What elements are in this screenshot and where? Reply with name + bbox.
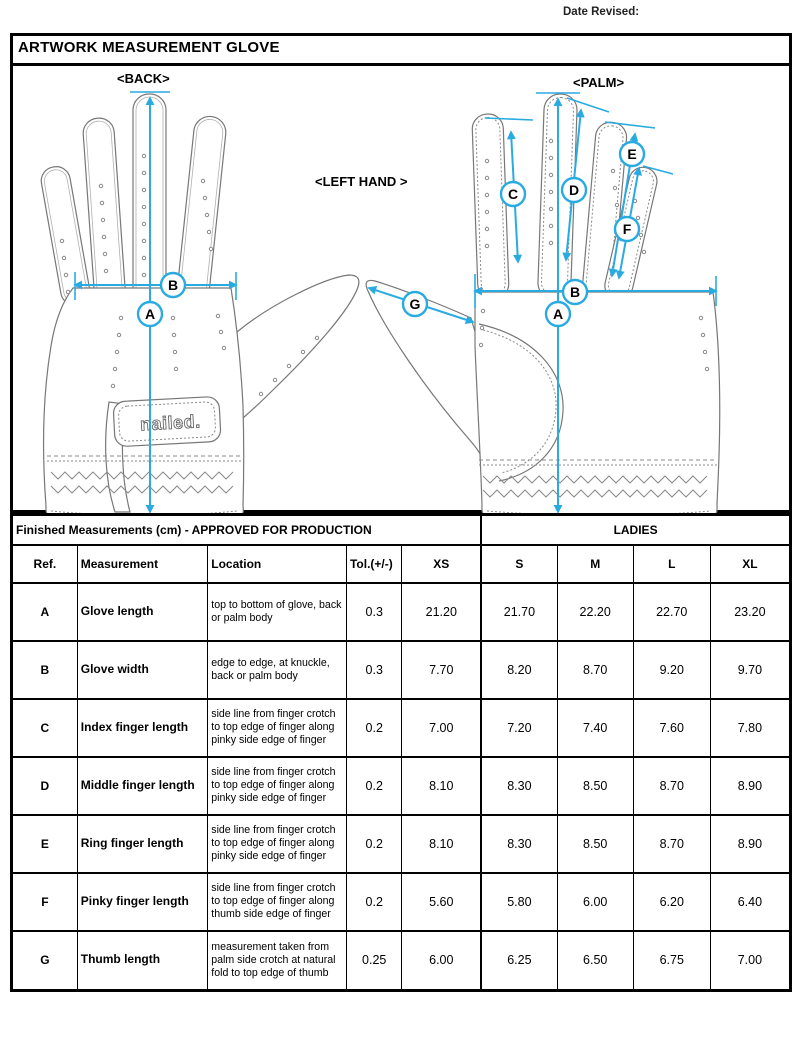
size-l-cell: 9.20	[633, 641, 710, 699]
artwork-frame	[10, 33, 792, 513]
size-xs-cell: 8.10	[402, 757, 481, 815]
size-xl-cell: 8.90	[710, 757, 790, 815]
col-header-xs: XS	[402, 545, 481, 583]
size-xl-cell: 8.90	[710, 815, 790, 873]
location-cell: side line from finger crotch to top edge of finger along pinky side edge of finger	[208, 757, 347, 815]
size-xs-cell: 8.10	[402, 815, 481, 873]
back-glove-drawing	[39, 94, 359, 513]
size-l-cell: 8.70	[633, 757, 710, 815]
measurement-cell: Middle finger length	[77, 757, 208, 815]
group-header-ladies: LADIES	[481, 515, 790, 545]
marker-f-palm	[615, 217, 639, 241]
svg-text:D: D	[568, 182, 580, 198]
table-row	[12, 931, 791, 991]
location-cell: side line from finger crotch to top edge of finger along pinky side edge of finger	[208, 699, 347, 757]
page-title: ARTWORK MEASUREMENT GLOVE	[13, 36, 789, 66]
svg-text:F: F	[622, 221, 632, 237]
size-m-cell: 22.20	[557, 583, 633, 641]
left-hand-label: <LEFT HAND >	[315, 174, 408, 189]
table-row	[12, 873, 791, 931]
measurement-cell: Thumb length	[77, 931, 208, 991]
back-view-label: <BACK>	[117, 71, 170, 86]
location-cell: side line from finger crotch to top edge of finger along thumb side edge of finger	[208, 873, 347, 931]
tol-cell: 0.3	[346, 641, 401, 699]
ref-cell: E	[12, 815, 78, 873]
measurement-cell: Ring finger length	[77, 815, 208, 873]
size-l-cell: 6.75	[633, 931, 710, 991]
svg-text:C: C	[507, 186, 519, 202]
location-cell: top to bottom of glove, back or palm body	[208, 583, 347, 641]
column-header-row	[12, 545, 791, 583]
col-header-tol: Tol.(+/-)	[346, 545, 401, 583]
ref-cell: F	[12, 873, 78, 931]
marker-d-palm	[562, 178, 586, 202]
section-header-row	[12, 515, 791, 545]
ref-cell: A	[12, 583, 78, 641]
svg-text:A: A	[144, 306, 156, 322]
svg-text:A: A	[552, 306, 564, 322]
col-header-xl: XL	[710, 545, 790, 583]
size-xs-cell: 21.20	[402, 583, 481, 641]
location-cell: measurement taken from palm side crotch at natural fold to top edge of thumb	[208, 931, 347, 991]
size-m-cell: 8.50	[557, 815, 633, 873]
tol-cell: 0.2	[346, 873, 401, 931]
location-cell: edge to edge, at knuckle, back or palm body	[208, 641, 347, 699]
size-m-cell: 8.50	[557, 757, 633, 815]
tol-cell: 0.2	[346, 815, 401, 873]
svg-text:B: B	[569, 284, 581, 300]
tol-cell: 0.25	[346, 931, 401, 991]
table-row	[12, 641, 791, 699]
size-m-cell: 6.00	[557, 873, 633, 931]
size-xs-cell: 7.70	[402, 641, 481, 699]
measurement-cell: Glove width	[77, 641, 208, 699]
svg-text:E: E	[627, 146, 637, 162]
measurement-cell: Glove length	[77, 583, 208, 641]
size-s-cell: 8.30	[481, 815, 557, 873]
marker-e-palm	[620, 142, 644, 166]
spec-table	[10, 513, 792, 992]
size-l-cell: 6.20	[633, 873, 710, 931]
date-revised-label: Date Revised:	[563, 6, 640, 18]
size-s-cell: 8.20	[481, 641, 557, 699]
svg-text:B: B	[167, 277, 179, 293]
size-xl-cell: 23.20	[710, 583, 790, 641]
glove-diagram	[13, 66, 789, 513]
table-row	[12, 583, 791, 641]
size-l-cell: 22.70	[633, 583, 710, 641]
col-header-measurement: Measurement	[77, 545, 208, 583]
brand-logo: nailed.	[139, 411, 202, 435]
marker-a-palm	[546, 302, 570, 326]
size-xl-cell: 6.40	[710, 873, 790, 931]
marker-b-palm	[563, 280, 587, 304]
table-row	[12, 699, 791, 757]
section-header: Finished Measurements (cm) - APPROVED FOR PRODUCTION	[12, 515, 482, 545]
table-row	[12, 757, 791, 815]
svg-text:G: G	[409, 296, 421, 312]
marker-c-palm	[501, 182, 525, 206]
size-s-cell: 8.30	[481, 757, 557, 815]
tol-cell: 0.2	[346, 699, 401, 757]
measurement-cell: Index finger length	[77, 699, 208, 757]
location-cell: side line from finger crotch to top edge of finger along pinky side edge of finger	[208, 815, 347, 873]
size-m-cell: 8.70	[557, 641, 633, 699]
size-s-cell: 7.20	[481, 699, 557, 757]
ref-cell: G	[12, 931, 78, 991]
tol-cell: 0.3	[346, 583, 401, 641]
size-l-cell: 8.70	[633, 815, 710, 873]
size-s-cell: 21.70	[481, 583, 557, 641]
palm-view-label: <PALM>	[573, 75, 625, 90]
col-header-l: L	[633, 545, 710, 583]
size-s-cell: 5.80	[481, 873, 557, 931]
size-l-cell: 7.60	[633, 699, 710, 757]
glove-diagram-svg	[13, 66, 789, 513]
size-m-cell: 6.50	[557, 931, 633, 991]
brand-strap	[113, 396, 221, 446]
col-header-ref: Ref.	[12, 545, 78, 583]
size-s-cell: 6.25	[481, 931, 557, 991]
measurement-cell: Pinky finger length	[77, 873, 208, 931]
col-header-location: Location	[208, 545, 347, 583]
size-xs-cell: 7.00	[402, 699, 481, 757]
size-xl-cell: 9.70	[710, 641, 790, 699]
ref-cell: C	[12, 699, 78, 757]
size-xs-cell: 6.00	[402, 931, 481, 991]
size-xl-cell: 7.00	[710, 931, 790, 991]
size-xs-cell: 5.60	[402, 873, 481, 931]
size-m-cell: 7.40	[557, 699, 633, 757]
ref-cell: B	[12, 641, 78, 699]
table-row	[12, 815, 791, 873]
size-xl-cell: 7.80	[710, 699, 790, 757]
marker-b-back	[161, 273, 185, 297]
ref-cell: D	[12, 757, 78, 815]
col-header-s: S	[481, 545, 557, 583]
tol-cell: 0.2	[346, 757, 401, 815]
col-header-m: M	[557, 545, 633, 583]
marker-g-thumb	[403, 292, 427, 316]
marker-a-back	[138, 302, 162, 326]
